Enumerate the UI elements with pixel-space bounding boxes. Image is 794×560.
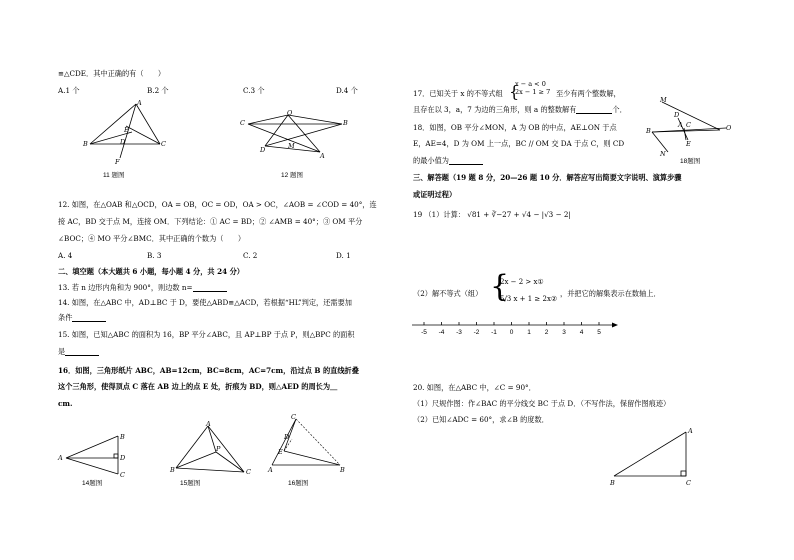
svg-text:D: D bbox=[260, 146, 266, 154]
figure-14 bbox=[58, 432, 132, 479]
q11-tail: ≌△CDE．其中正确的有（ ） bbox=[58, 69, 166, 78]
svg-text:O: O bbox=[287, 109, 293, 117]
svg-text:C: C bbox=[161, 140, 166, 148]
q11-option-c[interactable]: C.3 个 bbox=[243, 86, 265, 95]
q19-part2-label: （2）解不等式（组） bbox=[413, 289, 483, 298]
svg-text:A: A bbox=[206, 420, 211, 428]
svg-text:A: A bbox=[58, 454, 63, 462]
axis-tick-label: 2 bbox=[544, 329, 549, 336]
section-3-line2: 或证明过程） bbox=[413, 190, 457, 199]
q19-system: 2x − 2 > x① 5/3 x + 1 ≥ 2x② bbox=[500, 278, 558, 303]
svg-text:C: C bbox=[240, 119, 245, 127]
axis-tick-label: -4 bbox=[438, 329, 445, 336]
axis-tick-label: 3 bbox=[562, 329, 566, 336]
q12-line2: 接 AC，BD 交于点 M，连接 OM．下列结论：① AC = BD；② ∠AMB = 40°；③ OM 平分 bbox=[58, 217, 363, 226]
q11-option-d[interactable]: D.4 个 bbox=[336, 86, 358, 95]
q16-caption: 16题图 bbox=[288, 480, 309, 487]
q12-line3: ∠BOC；④ MO 平分∠BMC．其中正确的个数为（ ） bbox=[58, 234, 246, 243]
q18-line3: 的最小值为 bbox=[413, 156, 483, 165]
q16-line2: 这个三角形，使得顶点 C 落在 AB 边上的点 E 处，折痕为 BD，则△AED 的周长为＿ bbox=[58, 382, 338, 391]
svg-text:B: B bbox=[646, 127, 651, 135]
axis-tick-label: -2 bbox=[473, 329, 480, 336]
axis-tick-label: -1 bbox=[491, 329, 497, 336]
svg-text:A: A bbox=[268, 466, 273, 474]
q12-option-c[interactable]: C. 2 bbox=[243, 251, 258, 260]
axis-tick-label: 4 bbox=[579, 329, 584, 336]
q19-part2-tail: ，并把它的解集表示在数轴上． bbox=[560, 289, 661, 298]
q18-caption: 18题图 bbox=[680, 158, 701, 165]
svg-text:B: B bbox=[610, 479, 615, 487]
svg-text:E: E bbox=[278, 448, 283, 456]
svg-text:B: B bbox=[340, 466, 345, 474]
q11-caption: 11 题图 bbox=[103, 172, 125, 179]
q14-line1: 14. 如图，在△ABC 中，AD⊥BC 于 D，要使△ABD≌△ACD，若根据“HL”判定，还需要加 bbox=[58, 298, 352, 307]
figure-11 bbox=[80, 100, 180, 170]
q11-option-a[interactable]: A.1 个 bbox=[58, 86, 80, 95]
svg-text:C: C bbox=[686, 479, 691, 487]
svg-text:N: N bbox=[660, 150, 666, 158]
q19-part1: 19 （1）计算： √81 + ∛−27 + √4 − |√3 − 2| bbox=[413, 210, 571, 219]
q12-option-a[interactable]: A. 4 bbox=[58, 251, 73, 260]
svg-text:B: B bbox=[83, 140, 88, 148]
svg-text:M: M bbox=[288, 142, 295, 150]
number-line[interactable] bbox=[412, 320, 622, 340]
section-2-title: 二、填空题（本大题共 6 小题，每小题 4 分，共 24 分） bbox=[58, 267, 244, 276]
svg-text:P: P bbox=[216, 445, 221, 453]
q17-line1b: 至少有两个整数解， bbox=[556, 89, 621, 98]
q12-option-b[interactable]: B. 3 bbox=[147, 251, 162, 260]
svg-text:F: F bbox=[115, 158, 120, 166]
svg-text:D: D bbox=[120, 138, 126, 146]
svg-text:C: C bbox=[246, 468, 251, 476]
svg-text:B: B bbox=[170, 466, 175, 474]
figure-12 bbox=[240, 109, 350, 160]
figure-18 bbox=[648, 96, 738, 156]
q17-line1: 17．已知关于 x 的不等式组 bbox=[413, 89, 503, 98]
figure-16 bbox=[268, 413, 348, 474]
svg-text:D: D bbox=[674, 111, 680, 119]
axis-tick-label: 5 bbox=[597, 329, 601, 336]
svg-text:D: D bbox=[284, 433, 290, 441]
svg-text:A: A bbox=[688, 427, 693, 435]
svg-text:D: D bbox=[120, 454, 126, 462]
q12-option-d[interactable]: D. 1 bbox=[336, 251, 351, 260]
q14-caption: 14题图 bbox=[82, 480, 103, 487]
svg-text:A: A bbox=[320, 152, 325, 160]
svg-text:O: O bbox=[726, 124, 732, 132]
q17-brace: { bbox=[509, 82, 520, 101]
svg-text:M: M bbox=[660, 96, 667, 104]
q20-line3: （2）已知∠ADC = 60°，求∠B 的度数． bbox=[413, 415, 549, 424]
q18-line2: E，AE=4，D 为 OM 上一点，BC // OM 交 DA 于点 C，则 CD bbox=[413, 139, 625, 148]
svg-text:C: C bbox=[120, 471, 125, 479]
svg-text:A: A bbox=[678, 121, 683, 129]
q15-caption: 15题图 bbox=[180, 480, 201, 487]
q16-line3: cm. bbox=[58, 399, 73, 408]
q19-expression: √81 + ∛−27 + √4 − |√3 − 2| bbox=[467, 210, 571, 219]
q17-system: x − a < 0 2x − 1 ≥ 7 bbox=[515, 80, 551, 96]
q20-line2: （1）尺规作图：作∠BAC 的平分线交 BC 于点 D．（不写作法，保留作图痕迹） bbox=[413, 399, 671, 408]
svg-text:B: B bbox=[120, 433, 125, 441]
svg-text:E: E bbox=[686, 140, 691, 148]
axis-tick-label: 1 bbox=[527, 329, 531, 336]
axis-tick-label: -5 bbox=[421, 329, 427, 336]
svg-text:C: C bbox=[686, 121, 691, 129]
q20-line1: 20. 如图，在△ABC 中，∠C = 90°． bbox=[413, 383, 536, 392]
svg-text:B: B bbox=[343, 119, 348, 127]
q16-line1: 16．如图，三角形纸片 ABC，AB=12cm，BC=8cm，AC=7cm，沿过点 B 的直线折叠 bbox=[58, 366, 359, 375]
q17-line2: 且存在以 3，a，7 为边的三角形，则 a 的整数解有 个． bbox=[413, 105, 627, 114]
figure-20 bbox=[610, 428, 700, 488]
q12-line1: 12. 如图，在△OAB 和△OCD，OA = OB，OC = OD，OA > OC，∠AOB = ∠COD = 40°，连 bbox=[58, 200, 377, 209]
q15-line1: 15. 如图，已知△ABC 的面积为 16，BP 平分∠ABC，且 AP⊥BP 于点 P，则△BPC 的面积 bbox=[58, 330, 355, 339]
q19-brace: { bbox=[490, 269, 510, 304]
svg-text:E: E bbox=[124, 126, 129, 134]
q11-option-b[interactable]: B.2 个 bbox=[147, 86, 169, 95]
svg-text:C: C bbox=[291, 413, 296, 421]
figure-15 bbox=[170, 420, 251, 476]
axis-tick-label: 0 bbox=[509, 329, 514, 336]
section-3-line1: 三、解答题（19 题 8 分，20—26 题 10 分．解答应写出简要文字说明、演算步骤 bbox=[413, 173, 682, 182]
q12-caption: 12 题图 bbox=[281, 172, 304, 179]
q15-line2: 是 bbox=[58, 347, 99, 356]
svg-text:A: A bbox=[137, 99, 142, 107]
q14-line2: 条件 bbox=[58, 313, 106, 322]
axis-tick-label: -3 bbox=[456, 329, 462, 336]
q18-line1: 18．如图，OB 平分∠MON，A 为 OB 的中点，AE⊥ON 于点 bbox=[413, 123, 617, 132]
q13: 13. 若 n 边形内角和为 900°，则边数 n= bbox=[58, 283, 227, 292]
